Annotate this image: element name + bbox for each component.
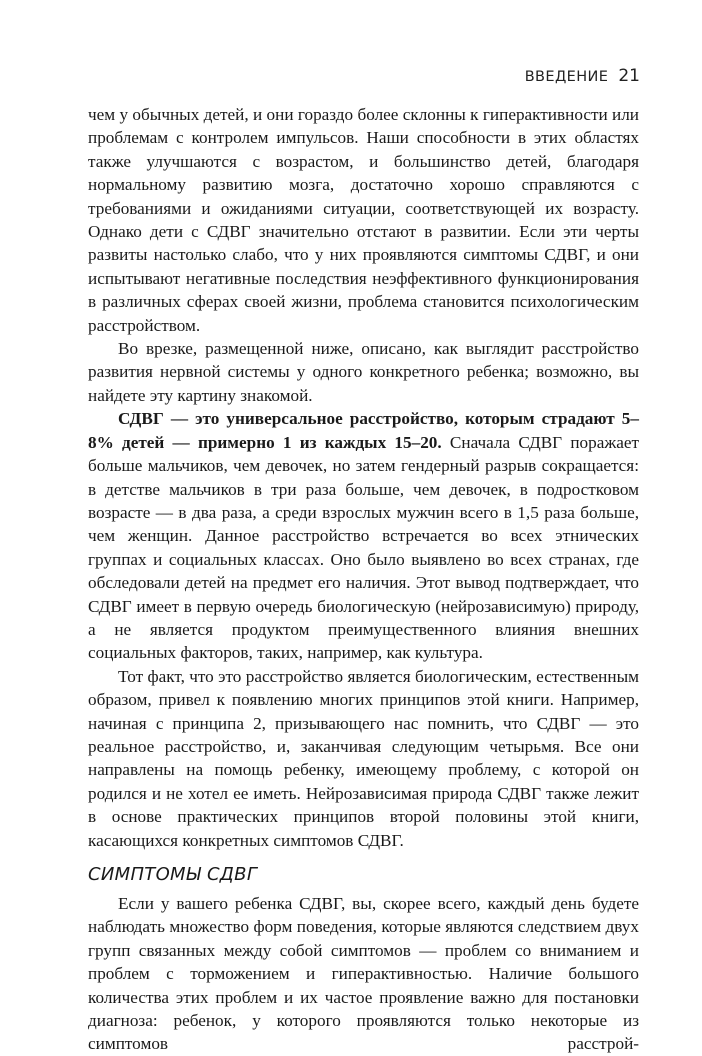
section-heading: СИМПТОМЫ СДВГ — [88, 864, 258, 885]
paragraph-1: чем у обычных детей, и они гораздо более склонны к гиперактивности или проблемам с контролем импульсов. Наши способности в этих областях также улучшаются с возрастом, и большинство детей, благодаря нормальному развитию мозга, достаточно хорошо справляются с требованиями и ожиданиями ситуации, соответствующей их возрасту. Однако дети с СДВГ значительно отстают в развитии. Если эти черты развиты настолько слабо, что у них проявляются симптомы СДВГ, и они испытывают негативные последствия неэффективного функционирования в различных сферах своей жизни, проблема становится психологическим расстройством. — [88, 105, 639, 335]
paragraph-3-text: Сначала СДВГ поражает больше мальчиков, чем девочек, но затем гендерный разрыв сокращается: в детстве мальчиков в три раза больше, чем девочек, в подростковом возрасте — в два раза, а среди взрослых мужчин всего в 1,5 раза больше, чем женщин. Данное расстройство встречается во всех этнических группах и социальных классах. Оно было выявлено во всех странах, где обследовали детей на предмет его наличия. Этот вывод подтверждает, что СДВГ имеет в первую очередь биологическую (нейрозависимую) природу, а не является продуктом преимущественного влияния внешних социальных факторов, таких, например, как культура. — [88, 432, 639, 663]
body-text — [88, 103, 639, 1056]
running-head-section: ВВЕДЕНИЕ — [524, 69, 609, 85]
paragraph-4: Тот факт, что это расстройство является биологическим, естественным образом, привел к появлению многих принципов этой книги. Например, начиная с принципа 2, призывающего нас помнить, что СДВГ — это реальное расстройство, и, заканчивая следующим четырьмя. Все они направлены на помощь ребенку, имеющему проблему, с которой он родился и не хотел ее иметь. Нейрозависимая природа СДВГ также лежит в основе практических принципов второй половины этой книги, касающихся конкретных симптомов СДВГ. — [88, 666, 639, 850]
running-head — [525, 66, 640, 86]
page-number: 21 — [618, 66, 640, 86]
paragraph-3 — [88, 407, 639, 664]
paragraph-3-bold-lead: СДВГ — это универсальное расстройство, которым страдают 5–8% детей — примерно 1 из каждых 15–20. — [88, 409, 639, 452]
paragraph-2: Во врезке, размещенной ниже, описано, как выглядит расстройство развития нервной системы у одного конкретного ребенка; возможно, вы найдете эту картину знакомой. — [88, 339, 639, 405]
section-paragraph: Если у вашего ребенка СДВГ, вы, скорее всего, каждый день будете наблюдать множество форм поведения, которые являются следствием двух групп связанных между собой симптомов — проблем со вниманием и проблем с торможением и гиперактивностью. Наличие большого количества этих проблем и их частое проявление важно для постановки диагноза: ребенок, у которого проявляются только некоторые из симптомов расстрой- — [88, 894, 639, 1054]
